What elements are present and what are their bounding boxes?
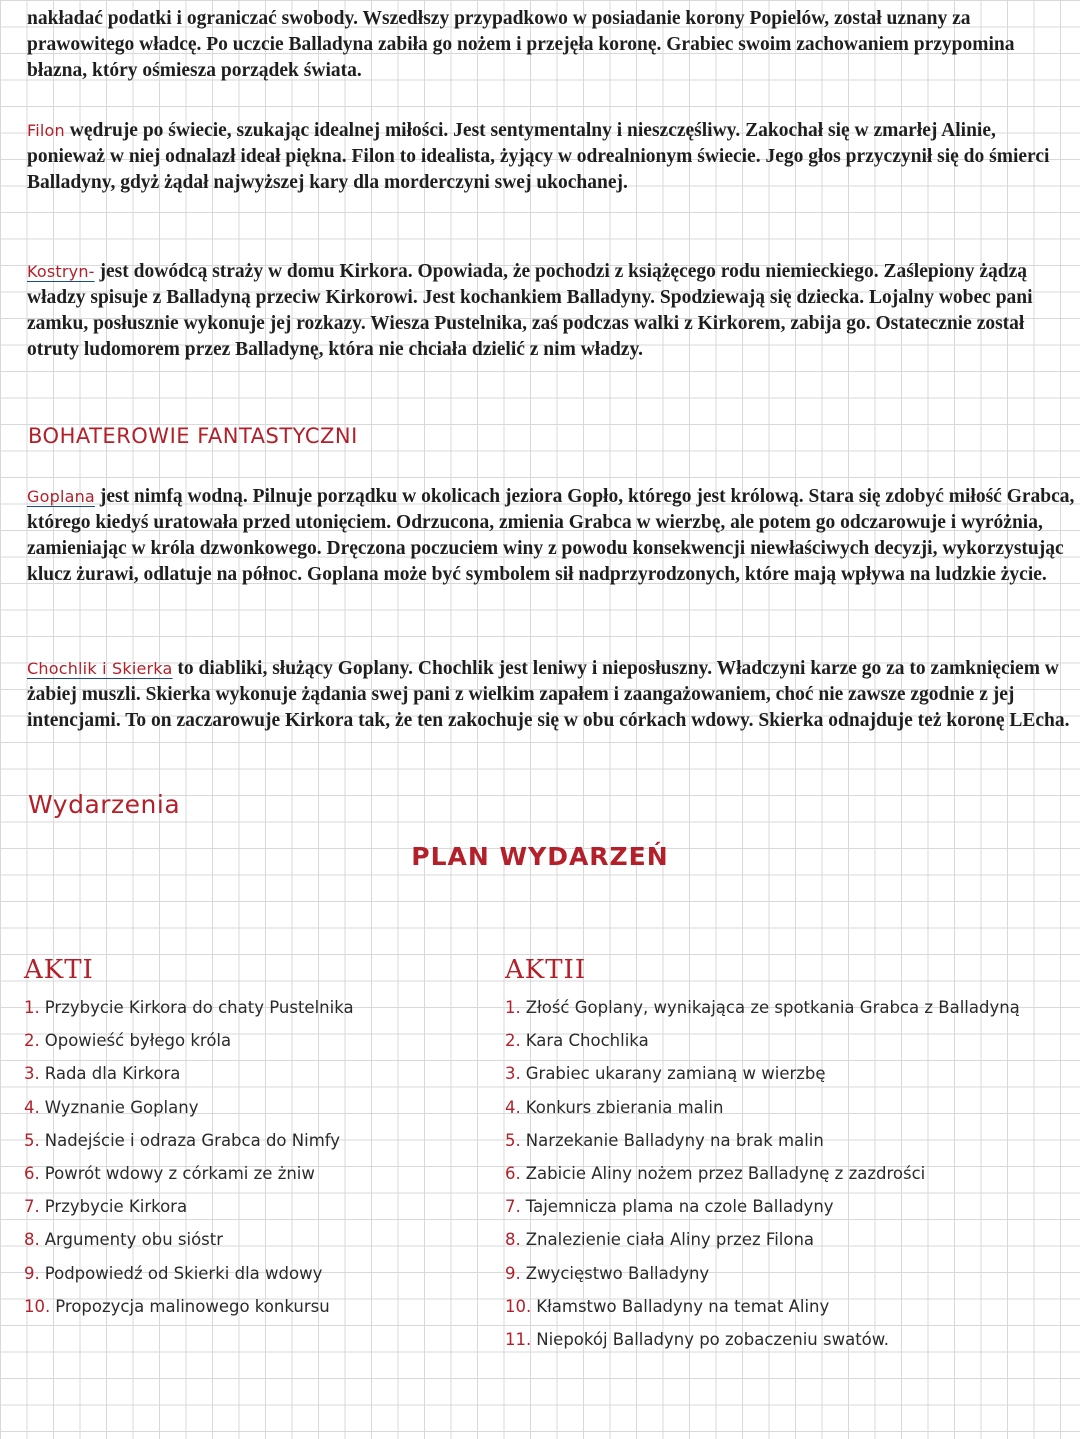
- act-item-text: Niepokój Balladyny po zobaczeniu swatów.: [536, 1330, 889, 1350]
- act-item-number: 2.: [505, 1031, 521, 1051]
- paragraph-filon: [27, 118, 1077, 196]
- act-item-text: Rada dla Kirkora: [44, 1064, 181, 1084]
- act-item-number: 4.: [24, 1097, 40, 1117]
- act-item-text: Grabiec ukarany zamianą w wierzbę: [525, 1064, 826, 1084]
- act-list-item: [505, 1057, 1020, 1090]
- act-item-number: 9.: [24, 1263, 40, 1283]
- act-item-number: 8.: [24, 1230, 40, 1250]
- act-item-number: 10.: [24, 1296, 51, 1316]
- paragraph-text: jest dowódcą straży w domu Kirkora. Opowiada, że pochodzi z książęcego rodu niemieckiego. Zaślepiony żądzą władzy spisuje z Balladyną przeciw Kirkorowi. Jest kochankiem Balladyny. Spodziewają się dziecka. Lojalny wobec pani zamku, posłusznie wykonuje jej rozkazy. Wiesza Pustelnika, zaś podczas walki z Kirkorem, zabija go. Ostatecznie został otruty ludomorem przez Balladynę, która nie chciała dzielić z nim władzy.: [27, 261, 1033, 360]
- act-item-text: Przybycie Kirkora do chaty Pustelnika: [44, 998, 354, 1017]
- paragraph-text: to diabliki, służący Goplany. Chochlik jest leniwy i nieposłuszny. Władczyni karze go za to zamknięciem w żabiej muszli. Skierka wykonuje żądania swej pani z wielkim zapałem i zaangażowaniem, choć nie zawsze zgodnie z jej intencjami. To on zaczarowuje Kirkora tak, że ten zakochuje się w obu córkach wdowy. Skierka odnajduje też koronę LEcha.: [27, 658, 1070, 731]
- act-item-number: 9.: [505, 1263, 521, 1283]
- act-item-text: Przybycie Kirkora: [44, 1197, 188, 1217]
- act-item-text: Argumenty obu sióstr: [44, 1230, 224, 1250]
- act-list-item: [24, 1223, 354, 1256]
- character-name-goplana: Goplana: [27, 487, 95, 506]
- act-list-item: [24, 1190, 354, 1223]
- act-item-text: Narzekanie Balladyny na brak malin: [525, 1130, 824, 1150]
- act-item-text: Zabicie Aliny nożem przez Balladynę z zazdrości: [525, 1164, 926, 1184]
- act-two-list: [505, 991, 1020, 1356]
- act-one-column: [24, 955, 354, 1323]
- act-list-item: [505, 1124, 1020, 1157]
- character-name-chochlik-skierka: Chochlik i Skierka: [27, 659, 173, 678]
- act-list-item: [505, 1157, 1020, 1190]
- act-list-item: [24, 1057, 354, 1090]
- heading-wydarzenia: Wydarzenia: [28, 790, 181, 819]
- act-item-number: 5.: [24, 1130, 40, 1150]
- paragraph-goplana: [27, 484, 1077, 588]
- act-item-number: 6.: [24, 1164, 40, 1184]
- act-item-number: 3.: [24, 1064, 40, 1084]
- character-name-filon: Filon: [27, 121, 65, 140]
- act-item-text: Tajemnicza plama na czole Balladyny: [525, 1197, 834, 1217]
- act-item-text: Propozycja malinowego konkursu: [55, 1296, 330, 1316]
- paragraph-text: jest nimfą wodną. Pilnuje porządku w okolicach jeziora Gopło, którego jest królową. Stara się zdobyć miłość Grabca, którego kiedyś uratowała przed utonięciem. Odrzucona, zmienia Grabca w wierzbę, ale potem go odczarowuje i wyróżnia, zamieniając w króla dzwonkowego. Dręczona poczuciem winy z powodu konsekwencji niewłaściwych decyzji, wykorzystując klucz żurawi, odlatuje na północ. Goplana może być symbolem sił nadprzyrodzonych, które mają wpływa na ludzkie życie.: [27, 486, 1075, 585]
- act-one-list: [24, 991, 354, 1323]
- act-two-column: [505, 955, 1020, 1356]
- act-item-text: Złość Goplany, wynikająca ze spotkania Grabca z Balladyną: [525, 998, 1020, 1017]
- act-list-item: [24, 1157, 354, 1190]
- act-two-title: AKTII: [505, 955, 587, 985]
- act-one-title: AKTI: [24, 955, 94, 985]
- act-item-text: Kłamstwo Balladyny na temat Aliny: [536, 1296, 830, 1316]
- paragraph-text: wędruje po świecie, szukając idealnej miłości. Jest sentymentalny i nieszczęśliwy. Zakochał się w zmarłej Alinie, ponieważ w niej odnalazł ideał piękna. Filon to idealista, żyjący w odrealnionym świecie. Jego głos przyczynił się do śmierci Balladyny, gdyż żądał najwyższej kary dla morderczyni swej ukochanej.: [27, 120, 1050, 193]
- act-item-number: 8.: [505, 1230, 521, 1250]
- act-item-number: 2.: [24, 1031, 40, 1051]
- act-item-text: Znalezienie ciała Aliny przez Filona: [525, 1230, 815, 1250]
- act-item-number: 11.: [505, 1330, 532, 1350]
- act-list-item: [505, 1290, 1020, 1323]
- act-item-text: Powrót wdowy z córkami ze żniw: [44, 1164, 315, 1184]
- act-list-item: [505, 1190, 1020, 1223]
- act-item-number: 7.: [505, 1197, 521, 1217]
- act-list-item: [505, 1024, 1020, 1057]
- heading-plan-wydarzen: PLAN WYDARZEŃ: [411, 842, 669, 871]
- act-item-number: 10.: [505, 1296, 532, 1316]
- act-list-item: [24, 991, 354, 1024]
- act-item-text: Zwycięstwo Balladyny: [525, 1263, 710, 1283]
- act-item-text: Opowieść byłego króla: [44, 1031, 232, 1051]
- character-name-kostryn: Kostryn-: [27, 262, 95, 281]
- act-item-text: Konkurs zbierania malin: [525, 1097, 724, 1117]
- act-list-item: [24, 1091, 354, 1124]
- act-list-item: [505, 1091, 1020, 1124]
- paragraph-grabiec: [27, 6, 1077, 84]
- act-list-item: [24, 1124, 354, 1157]
- act-item-number: 4.: [505, 1097, 521, 1117]
- act-list-item: [24, 1024, 354, 1057]
- act-item-text: Podpowiedź od Skierki dla wdowy: [44, 1263, 323, 1283]
- act-item-text: Kara Chochlika: [525, 1031, 649, 1051]
- act-item-number: 1.: [505, 998, 521, 1017]
- act-item-number: 6.: [505, 1164, 521, 1184]
- act-list-item: [505, 1223, 1020, 1256]
- act-list-item: [505, 1257, 1020, 1290]
- act-list-item: [24, 1290, 354, 1323]
- heading-bohaterowie-fantastyczni: BOHATEROWIE FANTASTYCZNI: [28, 424, 358, 448]
- paragraph-text: nakładać podatki i ograniczać swobody. Wszedłszy przypadkowo w posiadanie korony Popielów, został uznany za prawowitego władcę. Po uczcie Balladyna zabiła go nożem i przejęła koronę. Grabiec swoim zachowaniem przypomina błazna, który ośmiesza porządek świata.: [27, 8, 1015, 81]
- paragraph-chochlik-skierka: [27, 656, 1077, 734]
- act-list-item: [24, 1257, 354, 1290]
- act-list-item: [505, 991, 1020, 1024]
- act-item-text: Nadejście i odraza Grabca do Nimfy: [44, 1130, 341, 1150]
- act-item-number: 3.: [505, 1064, 521, 1084]
- act-list-item: [505, 1323, 1020, 1356]
- act-item-number: 1.: [24, 998, 40, 1017]
- act-item-number: 7.: [24, 1197, 40, 1217]
- paragraph-kostryn: [27, 259, 1077, 363]
- act-item-text: Wyznanie Goplany: [44, 1097, 199, 1117]
- act-item-number: 5.: [505, 1130, 521, 1150]
